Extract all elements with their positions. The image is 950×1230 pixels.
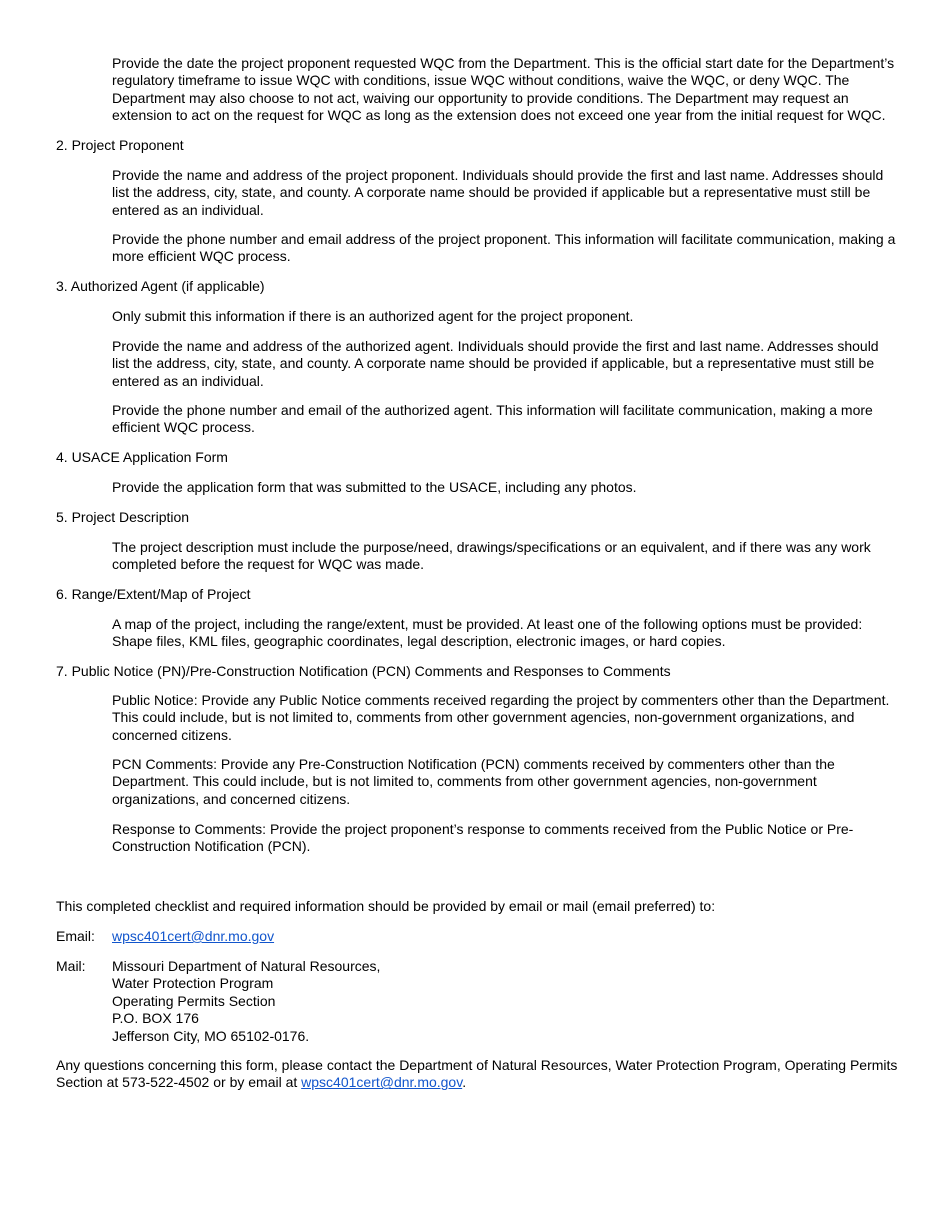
- intro-paragraph: Provide the date the project proponent requested WQC from the Department. This is the official start date for the Department’s regulatory timeframe to issue WQC with conditions, issue WQC without conditions, waive the WQC, or deny WQC. The Department may also choose to not act, waiving our opportunity to provide conditions. The Department may request an extension to act on the request for WQC as long as the extension does not exceed one year from the initial request for WQC.: [112, 55, 895, 124]
- section-paragraph: PCN Comments: Provide any Pre-Construction Notification (PCN) comments received by commenters other than the Department. This could include, but is not limited to, comments from other government agencies, non-government organizations, and concerned citizens.: [112, 756, 835, 807]
- section-heading-public-notice-comments: 7. Public Notice (PN)/Pre-Construction Notification (PCN) Comments and Responses to Comments: [56, 663, 671, 679]
- questions-end: .: [462, 1074, 467, 1091]
- questions-email-link[interactable]: wpsc401cert@dnr.mo.gov: [301, 1074, 463, 1091]
- section-paragraph: Provide the application form that was submitted to the USACE, including any photos.: [112, 479, 637, 495]
- section-paragraph: Provide the name and address of the project proponent. Individuals should provide the first and last name. Addresses should list the address, city, state, and county. A corporate name should be provided if applicable but a representative must still be entered as an individual.: [112, 167, 884, 218]
- section-paragraph: Provide the phone number and email of the authorized agent. This information will facilitate communication, making a more efficient WQC process.: [112, 402, 873, 436]
- section-heading-usace-application: 4. USACE Application Form: [56, 449, 228, 465]
- address-line: P.O. BOX 176: [112, 1010, 199, 1027]
- section-heading-range-extent-map: 6. Range/Extent/Map of Project: [56, 586, 251, 602]
- section-paragraph: Provide the name and address of the authorized agent. Individuals should provide the first and last name. Addresses should list the address, city, state, and county. A corporate name should be provided if applicable, but a representative must still be entered as an individual.: [112, 338, 879, 389]
- section-heading-project-description: 5. Project Description: [56, 509, 190, 525]
- address-line: Jefferson City, MO 65102-0176.: [112, 1027, 310, 1044]
- questions-contact: [56, 1057, 898, 1092]
- section-paragraph: A map of the project, including the range/extent, must be provided. At least one of the following options must be provided: Shape files, KML files, geographic coordinates, legal description, electronic images, or hard copies.: [112, 616, 863, 650]
- section-paragraph: The project description must include the purpose/need, drawings/specifications or an equivalent, and if there was any work completed before the request for WQC was made.: [112, 539, 871, 573]
- section-paragraph: Public Notice: Provide any Public Notice comments received regarding the project by commenters other than the Department. This could include, but is not limited to, comments from other government agencies, non-government organizations, and concerned citizens.: [112, 692, 890, 743]
- section-heading-authorized-agent: 3. Authorized Agent (if applicable): [56, 278, 265, 294]
- email-link[interactable]: wpsc401cert@dnr.mo.gov: [112, 928, 275, 944]
- address-line: Water Protection Program: [112, 975, 274, 992]
- mailing-address: [112, 958, 380, 1045]
- email-label: Email:: [56, 928, 95, 944]
- mail-label: Mail:: [56, 958, 86, 974]
- section-paragraph: Provide the phone number and email address of the project proponent. This information will facilitate communication, making a more efficient WQC process.: [112, 231, 896, 265]
- section-paragraph: Response to Comments: Provide the project proponent’s response to comments received from the Public Notice or Pre-Construction Notification (PCN).: [112, 821, 854, 855]
- section-paragraph: Only submit this information if there is an authorized agent for the project proponent.: [112, 308, 634, 324]
- questions-text: Any questions concerning this form, please contact the Department of Natural Resources, Water Protection Program, Operating Permits Section at 573-522-4502 or by email at: [56, 1057, 898, 1091]
- email-line: [112, 928, 274, 945]
- address-line: Missouri Department of Natural Resources,: [112, 958, 381, 974]
- section-heading-project-proponent: 2. Project Proponent: [56, 137, 184, 153]
- address-line: Operating Permits Section: [112, 992, 276, 1009]
- submission-instructions: This completed checklist and required information should be provided by email or mail (email preferred) to:: [56, 898, 716, 914]
